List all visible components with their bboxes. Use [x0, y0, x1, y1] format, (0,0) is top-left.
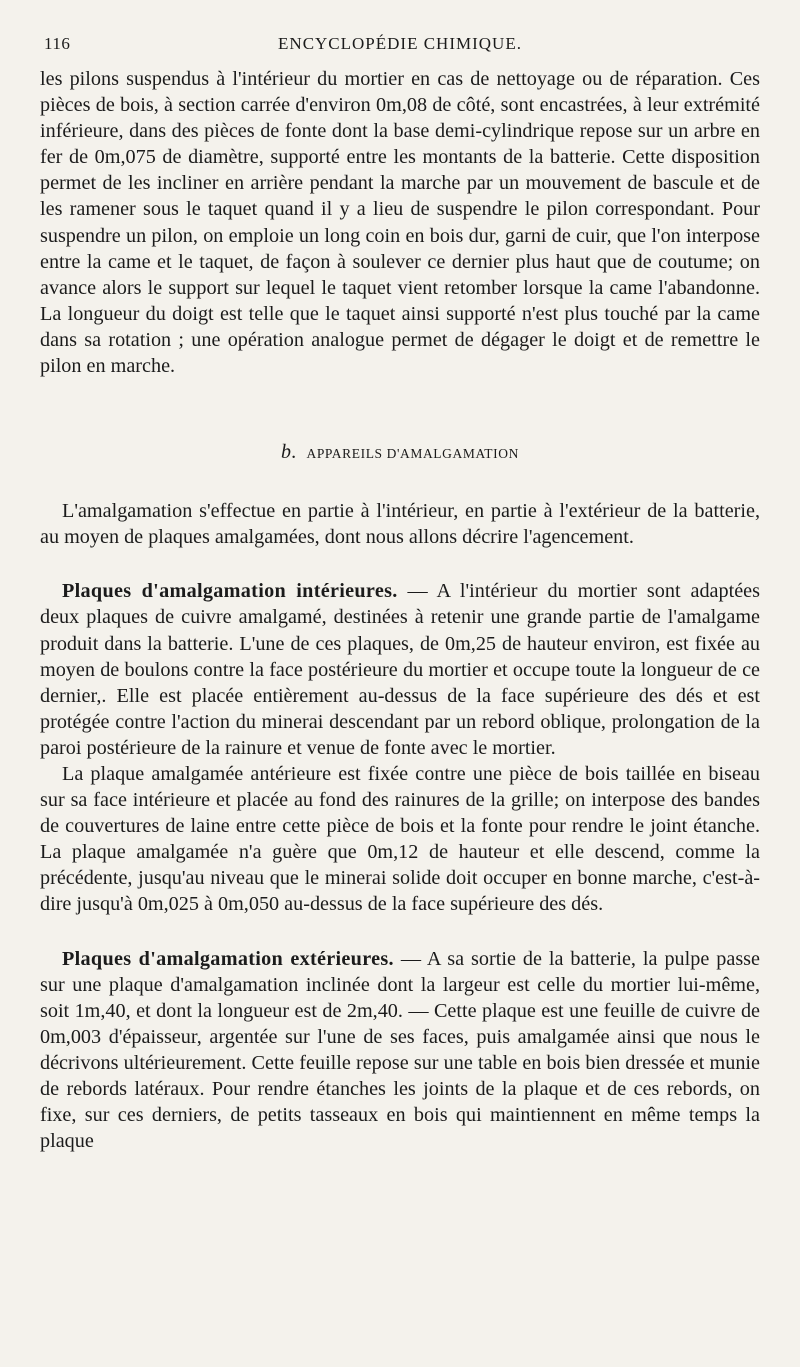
paragraph-interior-plates — [40, 578, 760, 761]
running-head — [40, 30, 760, 60]
page-number: 116 — [44, 34, 71, 53]
section-heading — [40, 441, 760, 464]
section-letter: b. — [281, 441, 298, 464]
paragraph-continued: les pilons suspendus à l'intérieur du mortier en cas de nettoyage ou de réparation. Ces pièces de bois, à section carrée d'environ 0m,08 de côté, sont encastrées, à leur extrémité inférieure, dans des pièces de fonte dont la base demi-cylindrique repose sur un arbre en fer de 0m,075 de diamètre, supporté entre les montants de la batterie. Cette disposition permet de les incliner en arrière pendant la marche par un mouvement de bascule et de les ramener sous le taquet quand il y a lieu de suspendre le pilon correspondant. Pour suspendre un pilon, on emploie un long coin en bois dur, garni de cuir, que l'on interpose entre la came et le taquet, de façon à soulever ce dernier plus haut que de coutume; on avance alors le support sur lequel le taquet vient retomber lorsque la came l'abandonne. La longueur du doigt est telle que le taquet ainsi supporté n'est plus touché par la came dans sa rotation ; une opération analogue permet de dégager le doigt et de remettre le pilon en marche. — [40, 68, 760, 378]
journal-title: ENCYCLOPÉDIE CHIMIQUE. — [278, 34, 522, 53]
paragraph-exterior-text: — A sa sortie de la batterie, la pulpe passe sur une plaque d'amalgamation inclinée dont la largeur est celle du mortier lui-même, soit 1m,40, et dont la longueur est de 2m,40. — Cette plaque est une feuille de cuivre de 0m,003 d'épaisseur, argentée sur l'une de ses faces, puis amalgamée ainsi que nous le décrivons ultérieurement. Cette feuille repose sur une table en bois bien dressée et munie de rebords latéraux. Pour rendre étanches les joints de la plaque et de ces rebords, on fixe, sur ces derniers, de petits tasseaux en bois qui maintiennent en même temps la plaque — [40, 947, 760, 1153]
paragraph-amalgamation-intro: L'amalgamation s'effectue en partie à l'intérieur, en partie à l'extérieur de la batterie, au moyen de plaques amalgamées, dont nous allons décrire l'agencement. — [40, 500, 760, 549]
run-in-heading-exterior: Plaques d'amalgamation extérieures. — [62, 947, 394, 970]
run-in-heading-interior: Plaques d'amalgamation intérieures. — [62, 580, 398, 603]
section-title: APPAREILS D'AMALGAMATION — [306, 446, 519, 462]
paragraph-anterior-plate: La plaque amalgamée antérieure est fixée contre une pièce de bois taillée en biseau sur sa face intérieure et placée au fond des rainures de la grille; on interpose des bandes de couvertures de laine entre cette pièce de bois et la fonte pour rendre le joint étanche. La plaque amalgamée n'a guère que 0m,12 de hauteur et elle descend, comme la précédente, jusqu'au niveau que le minerai solide doit occuper en bonne marche, c'est-à-dire jusqu'à 0m,025 à 0m,050 au-dessus de la face supérieure des dés. — [40, 762, 760, 916]
paragraph-interior-text: — A l'intérieur du mortier sont adaptées deux plaques de cuivre amalgamé, destinées à retenir une grande partie de l'amalgame produit dans la batterie. L'une de ces plaques, de 0m,25 de hauteur environ, est fixée au moyen de boulons contre la face postérieure du mortier et occupe toute la longueur de ce dernier,. Elle est placée entièrement au-dessus de la face supérieure des dés et est protégée contre l'action du minerai descendant par un rebord oblique, prolongation de la paroi postérieure de la rainure et venue de fonte avec le mortier. — [40, 580, 760, 759]
page — [40, 30, 760, 1154]
paragraph-exterior-plates — [40, 946, 760, 1155]
